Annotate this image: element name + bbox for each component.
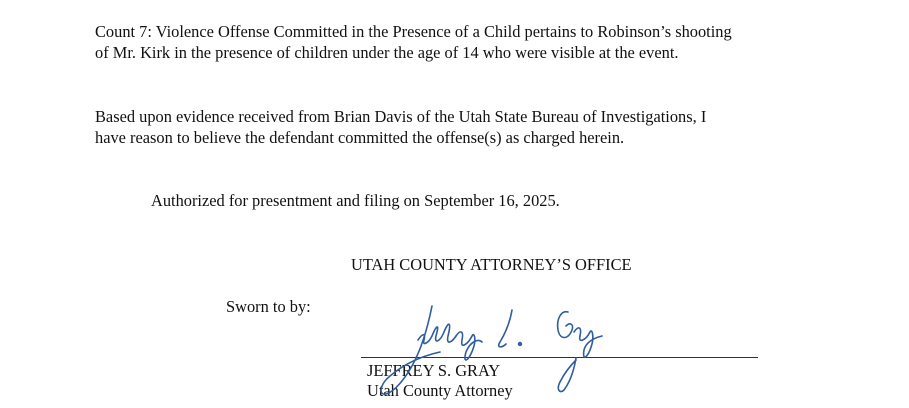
count-7-line-1: Count 7: Violence Offense Committed in the Presence of a Child pertains to Robinson’s shooting (95, 22, 732, 41)
count-7-line-2: of Mr. Kirk in the presence of children under the age of 14 who were visible at the event. (95, 43, 679, 62)
authorization-statement: Authorized for presentment and filing on September 16, 2025. (151, 191, 560, 210)
signer-title: Utah County Attorney (367, 381, 513, 400)
count-7-paragraph (95, 21, 855, 63)
evidence-paragraph (95, 106, 855, 148)
office-heading: UTAH COUNTY ATTORNEY’S OFFICE (351, 255, 632, 274)
evidence-line-2: have reason to believe the defendant committed the offense(s) as charged herein. (95, 128, 625, 147)
sworn-to-by-label: Sworn to by: (226, 297, 311, 316)
signer-name: JEFFREY S. GRAY (367, 361, 501, 380)
evidence-line-1: Based upon evidence received from Brian Davis of the Utah State Bureau of Investigations, I (95, 107, 707, 126)
signature-line (361, 357, 758, 358)
